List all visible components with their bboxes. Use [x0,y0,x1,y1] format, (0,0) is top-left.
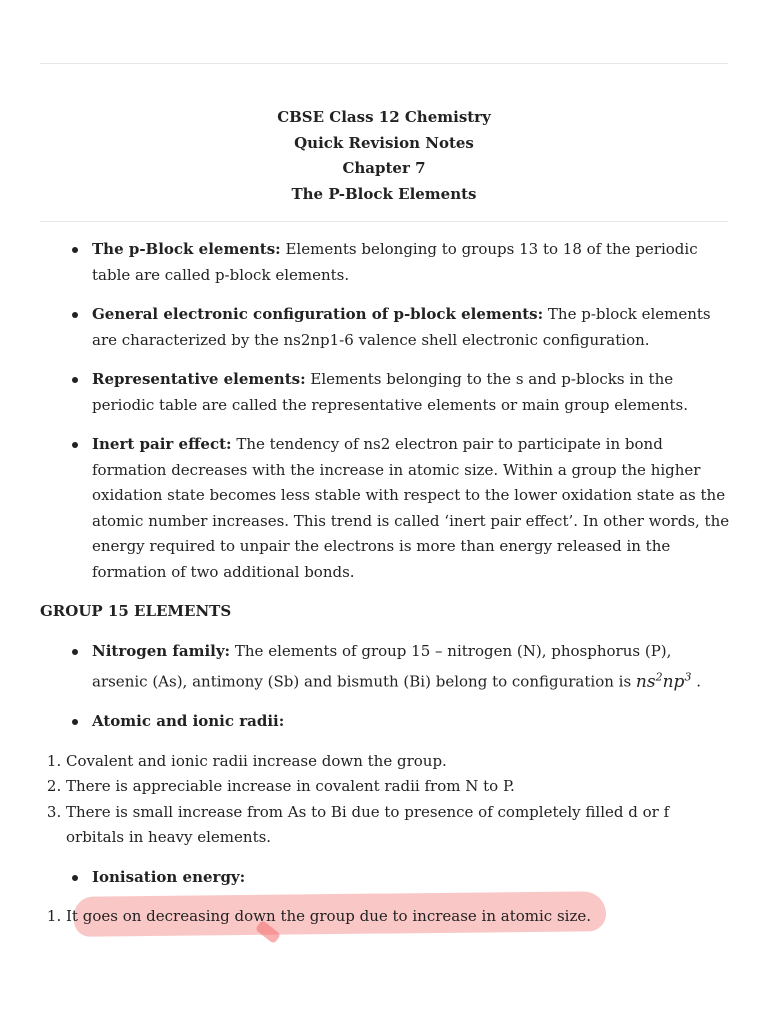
header-line-3: Chapter 7 [342,159,426,177]
bullet-text: The tendency of ns2 electron pair to participate in bond formation decreases with the increase in atomic size. Within a group the higher oxidation state becomes less stable with respect to the lower oxidation state as the atomic number increases. This trend is called ‘inert pair effect’. In other words, the energy required to unpair the electrons is more than energy released in the formation of two additional bonds. [92,435,730,581]
bullet-text: Elements belonging to the s and p-blocks in the periodic table are called the representative elements or main group elements. [92,370,688,414]
list-item [92,367,730,418]
group15-bullets [40,639,730,735]
header-line-1: CBSE Class 12 Chemistry [277,108,491,126]
bullet-term: Nitrogen family: [92,641,231,660]
list-item: 3. There is small increase from As to Bi due to presence of completely filled d or f orbitals in heavy elements. [66,800,730,851]
list-item [92,302,730,353]
bullet-term: General electronic configuration of p-block elements: [92,305,544,323]
bullet-text: Elements belonging to groups 13 to 18 of the periodic table are called p-block elements. [92,240,698,284]
bullet-term: Ionisation energy: [92,867,246,886]
document-header [0,105,768,207]
list-item: 2. There is appreciable increase in covalent radii from N to P. [66,774,730,800]
bullet-text-end: . [691,672,701,691]
bullet-term: Atomic and ionic radii: [92,712,285,731]
top-divider [40,63,728,64]
list-item: 1. It goes on decreasing down the group due to increase in atomic size. [66,904,730,930]
list-item: 1. Covalent and ionic radii increase down the group. [66,749,730,775]
bullet-term: The p-Block elements: [92,240,281,258]
header-line-2: Quick Revision Notes [294,133,474,152]
bullet-text: The elements of group 15 – nitrogen (N), phosphorus (P), arsenic (As), antimony (Sb) and bismuth (Bi) belong to configuration is [92,641,672,691]
electron-configuration: $ns^2np^3$ [635,670,692,692]
ionisation-numbered-list [40,904,730,930]
list-item [92,237,730,288]
bullet-term: Inert pair effect: [92,435,232,453]
list-item [92,639,730,696]
ionisation-bullets [40,865,730,891]
intro-bullet-list [40,237,730,585]
section-heading-group15: GROUP 15 ELEMENTS [40,602,232,620]
list-item [92,432,730,585]
bullet-text: The p-block elements are characterized by the ns2np1-6 valence shell electronic configuration. [92,305,711,349]
bullet-term: Representative elements: [92,370,306,388]
radii-numbered-list [40,749,730,851]
document-body [40,237,730,944]
list-item [92,709,730,735]
list-item [92,865,730,891]
header-line-4: The P-Block Elements [291,184,477,203]
header-divider [40,221,728,222]
